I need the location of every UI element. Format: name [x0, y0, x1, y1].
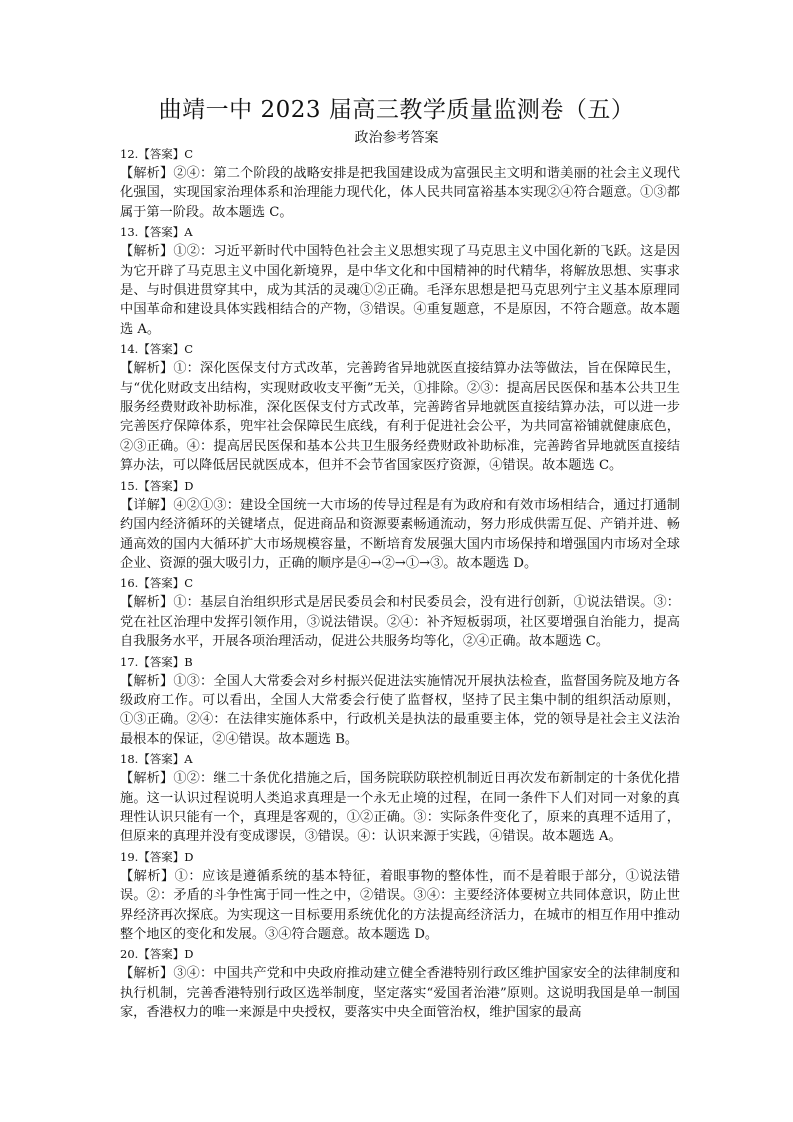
answer-label: 14.【答案】C: [120, 342, 194, 357]
analysis-text: 【解析】③④：中国共产党和中央政府推动建立健全香港特别行政区维护国家安全的法律制度和执行机制，完善香港特别行政区选举制度，坚定落实“爱国者治港”原则。这说明我国是单一制国家，香港权力的唯一来源是中央授权，要落实中央全面管治权，维护国家的最高: [120, 966, 680, 1021]
answer-item-19: [120, 849, 680, 945]
answer-label: 18.【答案】A: [120, 752, 193, 767]
answer-item-16: [120, 575, 680, 651]
answer-item-15: [120, 478, 680, 574]
analysis-text: 【解析】②④：第二个阶段的战略安排是把我国建设成为富强民主文明和谐美丽的社会主义现代化强国，实现国家治理体系和治理能力现代化，体人民共同富裕基本实现②④符合题意。①③都属于第一阶段。故本题选 C。: [120, 166, 680, 220]
answer-item-20: [120, 946, 680, 1022]
answer-item-18: [120, 751, 680, 847]
analysis-text: 【详解】④②①③：建设全国统一大市场的传导过程是有为政府和有效市场相结合，通过打通制约国内经济循环的关键堵点，促进商品和资源要素畅通流动，努力形成供需互促、产销并进、畅通高效的国内大循环扩大市场规模容量，不断培育发展强大国内市场保持和增强国内市场对全球企业、资源的强大吸引力，正确的顺序是④→②→①→③。故本题选 D。: [120, 497, 680, 571]
answer-label: 15.【答案】D: [120, 478, 194, 493]
analysis-text: 【解析】①：基层自治组织形式是居民委员会和村民委员会，没有进行创新，①说法错误。③：党在社区治理中发挥引领作用，③说法错误。②④：补齐短板弱项，社区要增强自治能力，提高自我服务水平，开展各项治理活动，促进公共服务均等化，②④正确。故本题选 C。: [120, 595, 680, 650]
answer-label: 20.【答案】D: [120, 947, 194, 962]
analysis-text: 【解析】①②：习近平新时代中国特色社会主义思想实现了马克思主义中国化新的飞跃。这是因为它开辟了马克思主义中国化新境界，是中华文化和中国精神的时代精华，将解放思想、实事求是、与时俱进贯穿其中，成为其活的灵魂①②正确。毛泽东思想是把马克思列宁主义基本原理同中国革命和建设具体实践相结合的产物，③错误。④重复题意，不是原因，不符合题意。故本题选 A。: [120, 244, 680, 337]
analysis-text: 【解析】①：深化医保支付方式改革，完善跨省异地就医直接结算办法等做法，旨在保障民生，与“优化财政支出结构，实现财政收支平衡”无关，①排除。②③：提高居民医保和基本公共卫生服务经费财政补助标准，深化医保支付方式改革，完善跨省异地就医直接结算办法，可以进一步完善医疗保障体系，兜牢社会保障民生底线，有利于促进社会公平，为共同富裕铺就健康底色，②③正确。④：提高居民医保和基本公共卫生服务经费财政补助标准，完善跨省异地就医直接结算办法，可以降低居民就医成本，但并不会节省国家医疗资源，④错误。故本题选 C。: [120, 361, 680, 474]
analysis-text: 【解析】①②：继二十条优化措施之后，国务院联防联控机制近日再次发布新制定的十条优化措施。这一认识过程说明人类追求真理是一个永无止境的过程，在同一条件下人们对同一对象的真理性认识只能有一个，真理是客观的，①②正确。③：实际条件变化了，原来的真理不适用了，但原来的真理并没有变成谬误，③错误。④：认识来源于实践，④错误。故本题选 A。: [120, 771, 680, 845]
document-subtitle: 政治参考答案: [354, 130, 439, 146]
answer-label: 17.【答案】B: [120, 654, 193, 669]
analysis-text: 【解析】①③：全国人大常委会对乡村振兴促进法实施情况开展执法检查，监督国务院及地方各级政府工作。可以看出，全国人大常委会行使了监督权，坚持了民主集中制的组织活动原则，①③正确。②④：在法律实施体系中，行政机关是执法的最重要主体，党的领导是社会主义法治最根本的保证，②④错误。故本题选 B。: [120, 673, 680, 747]
answer-label: 19.【答案】D: [120, 849, 194, 864]
answer-list: [120, 146, 680, 1025]
answer-item-17: [120, 654, 680, 750]
answer-item-13: [120, 224, 680, 339]
answer-item-14: [120, 341, 680, 475]
document-title: 曲靖一中 2023 届高三教学质量监测卷（五）: [158, 97, 635, 123]
analysis-text: 【解析】①：应该是遵循系统的基本特征，着眼事物的整体性，而不是着眼于部分，①说法错误。②：矛盾的斗争性寓于同一性之中，②错误。③④：主要经济体要树立共同体意识，防止世界经济再次探底。为实现这一目标要用系统优化的方法提高经济活力，在城市的相互作用中推动整个地区的变化和发展。③④符合题意。故本题选 D。: [120, 868, 680, 942]
answer-label: 13.【答案】A: [120, 225, 193, 240]
answer-label: 12.【答案】C: [120, 147, 194, 161]
answer-item-12: [120, 146, 680, 222]
answer-label: 16.【答案】C: [120, 576, 194, 591]
